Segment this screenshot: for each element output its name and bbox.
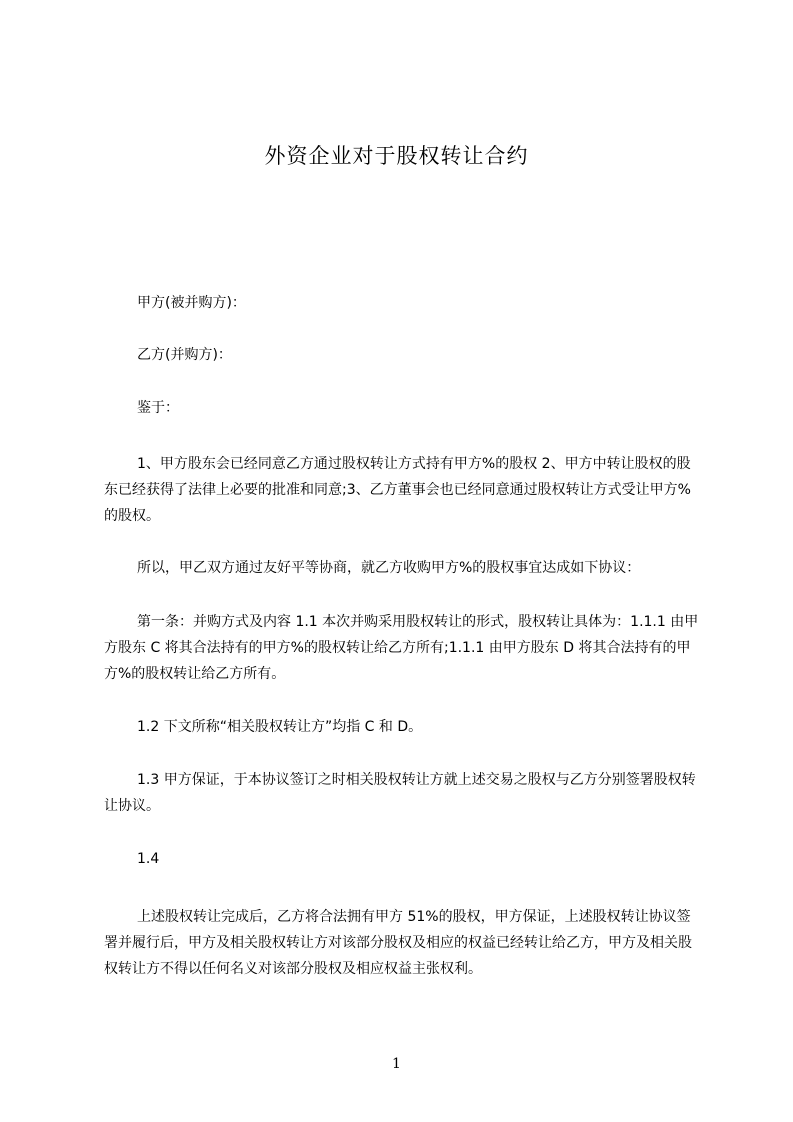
article-one-paragraph: 第一条：并购方式及内容 1.1 本次并购采用股权转让的形式，股权转让具体为：1.1.1 由甲方股东 C 将其合法持有的甲方%的股权转让给乙方所有;1.1.1 由甲方股东 D 将其合法持有的甲方%的股权转让给乙方所有。 xyxy=(104,614,699,682)
clause-1-4-label: 1.4 xyxy=(137,851,160,867)
party-a-line: 甲方(被并购方)： xyxy=(137,295,246,311)
clause-1-4-body: 上述股权转让完成后，乙方将合法拥有甲方 51%的股权，甲方保证，上述股权转让协议签署并履行后，甲方及相关股权转让方对该部分股权及相应的权益已经转让给乙方，甲方及相关股权转让方不得以任何名义对该部分股权及相应权益主张权利。 xyxy=(104,909,692,977)
document-title: 外资企业对于股权转让合约 xyxy=(264,144,529,168)
party-b-line: 乙方(并购方)： xyxy=(137,347,232,363)
clause-1-2: 1.2 下文所称“相关股权转让方”均指 C 和 D。 xyxy=(137,719,423,735)
clause-1-3: 1.3 甲方保证，于本协议签订之时相关股权转让方就上述交易之股权与乙方分别签署股权转让协议。 xyxy=(104,772,696,814)
recital-paragraph: 1、甲方股东会已经同意乙方通过股权转让方式持有甲方%的股权 2、甲方中转让股权的股东已经获得了法律上必要的批准和同意;3、乙方董事会也已经同意通过股权转让方式受让甲方%的股权。 xyxy=(104,456,691,524)
agreement-intro: 所以，甲乙双方通过友好平等协商，就乙方收购甲方%的股权事宜达成如下协议： xyxy=(137,560,641,576)
page-number: 1 xyxy=(392,1056,401,1072)
whereas-heading: 鉴于： xyxy=(137,400,179,416)
